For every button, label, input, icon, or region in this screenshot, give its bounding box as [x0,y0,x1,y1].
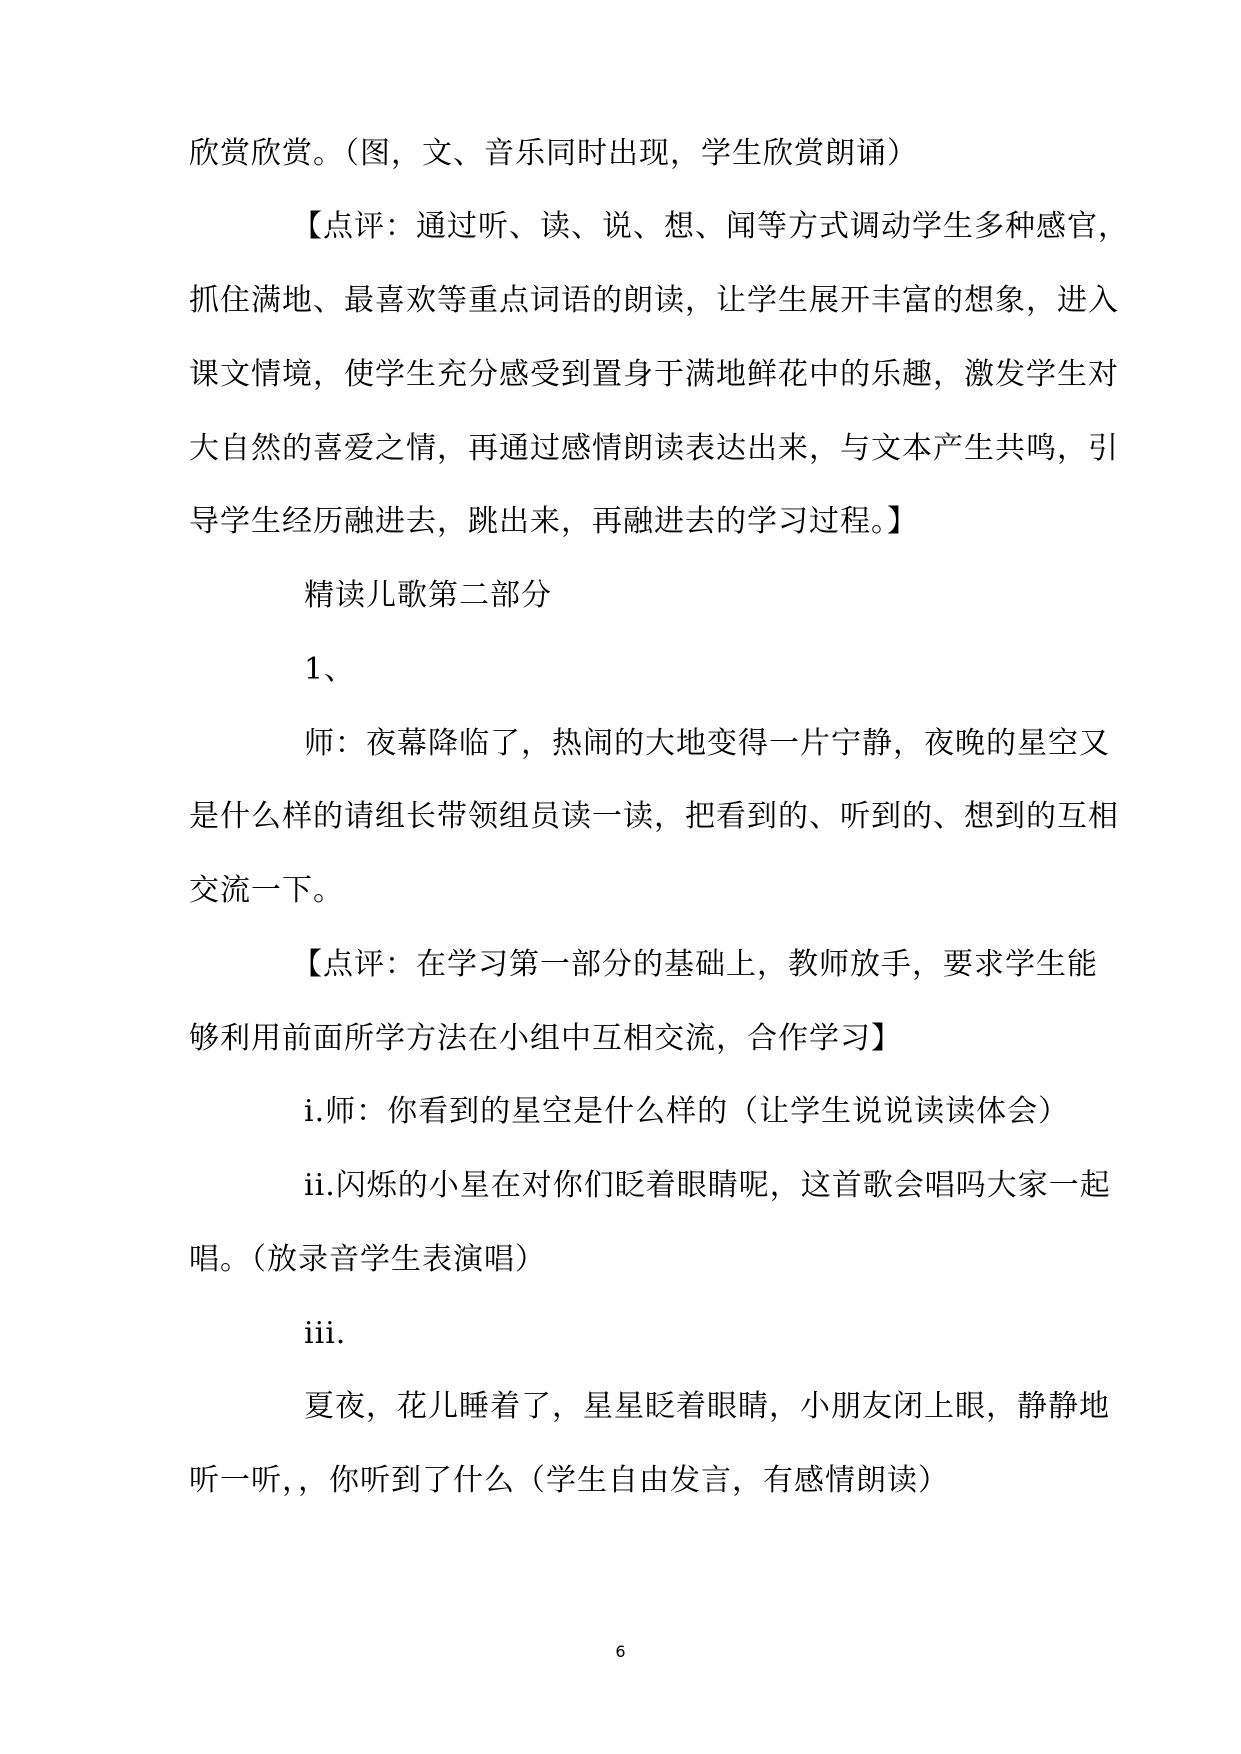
text-line: 课文情境，使学生充分感受到置身于满地鲜花中的乐趣，激发学生对 [189,357,1119,392]
list-number: iii. [304,1316,347,1351]
text-line: 够利用前面所学方法在小组中互相交流，合作学习】 [189,1021,902,1056]
text-line: ii.闪烁的小星在对你们眨着眼睛呢，这首歌会唱吗大家一起 [304,1168,1111,1203]
text-line: 大自然的喜爱之情，再通过感情朗读表达出来，与文本产生共鸣，引 [189,431,1119,466]
text-line: 听一听，，你听到了什么（学生自由发言，有感情朗读） [189,1463,949,1498]
text-line: 【点评：在学习第一部分的基础上，教师放手，要求学生能 [292,947,1098,982]
text-line: 夏夜，花儿睡着了，星星眨着眼睛，小朋友闭上眼，静静地 [304,1389,1110,1424]
text-line: i.师：你看到的星空是什么样的（让学生说说读读体会） [304,1094,1070,1129]
text-line: 唱。（放录音学生表演唱） [189,1242,546,1277]
list-number: 1、 [304,652,356,687]
text-line: 欣赏欣赏。（图，文、音乐同时出现，学生欣赏朗诵） [189,136,918,171]
text-line: 【点评：通过听、读、说、想、闻等方式调动学生多种感官， [292,209,1129,244]
text-line: 是什么样的请组长带领组员读一读，把看到的、听到的、想到的互相 [189,799,1119,834]
text-line: 师：夜幕降临了，热闹的大地变得一片宁静，夜晚的星空又 [304,726,1110,761]
text-line: 交流一下。 [189,873,344,908]
page-number: 6 [615,1642,626,1661]
text-line: 导学生经历融进去，跳出来，再融进去的学习过程。】 [189,504,918,539]
text-line: 抓住满地、最喜欢等重点词语的朗读，让学生展开丰富的想象，进入 [189,283,1119,318]
section-heading: 精读儿歌第二部分 [304,578,552,613]
